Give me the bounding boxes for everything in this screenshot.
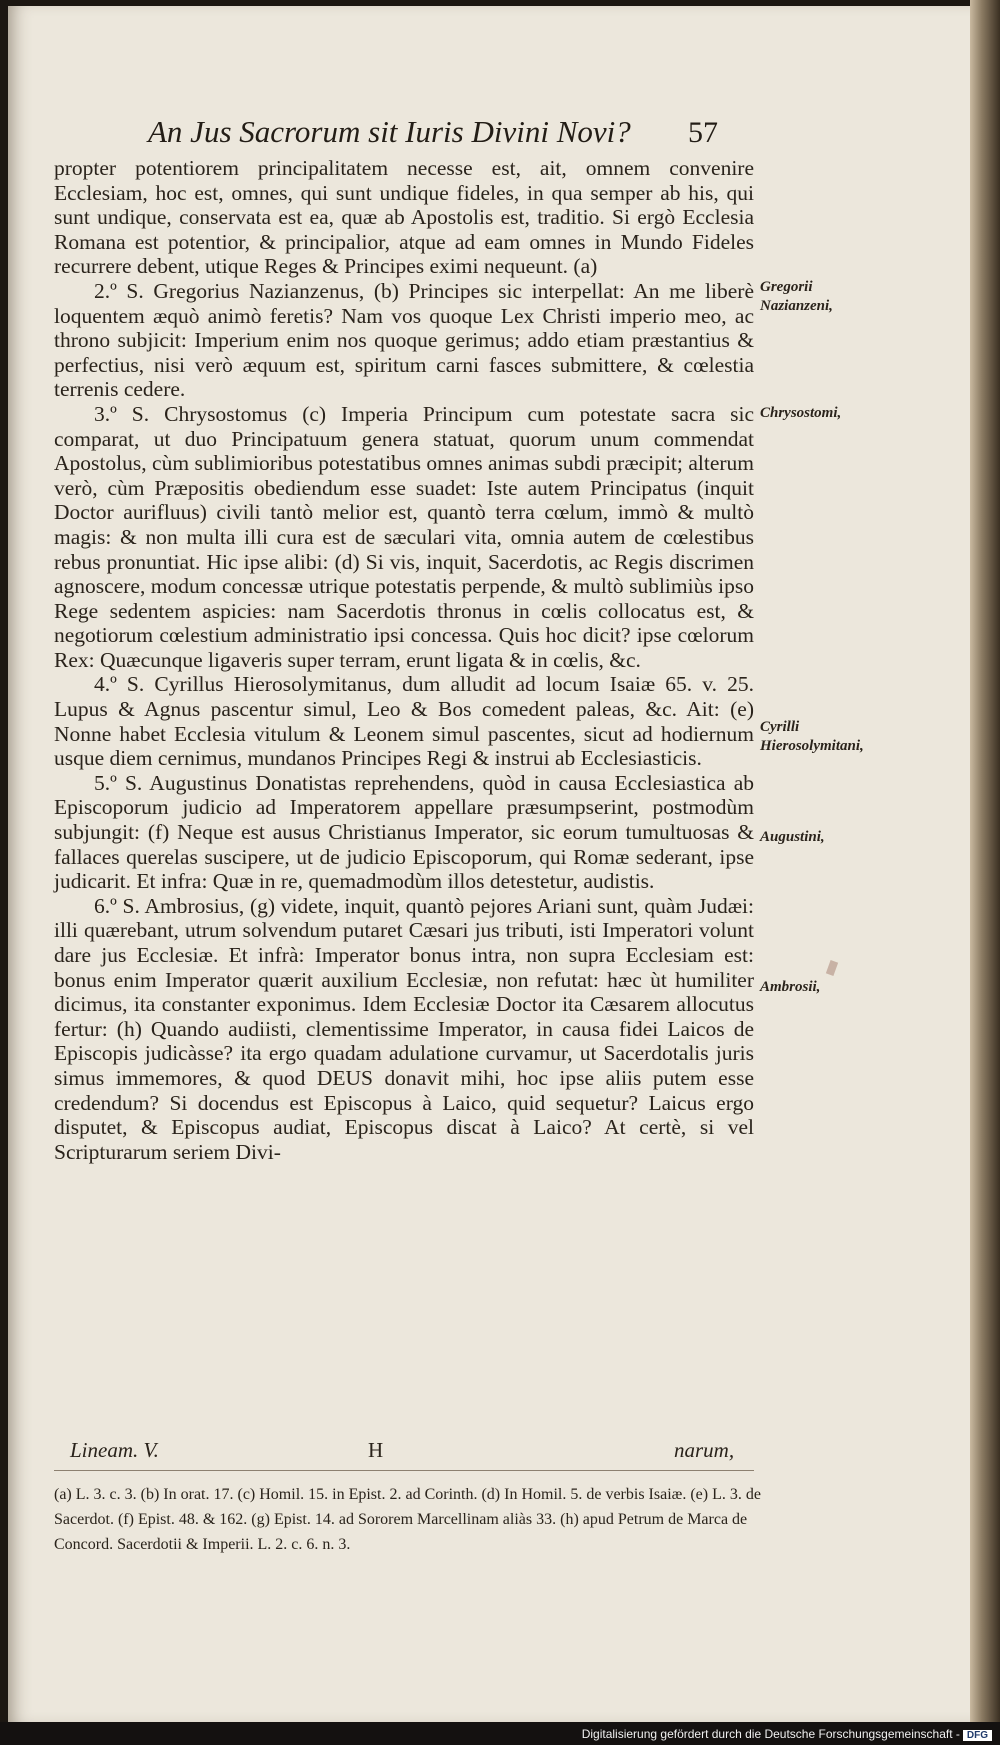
margin-note-cyrilli: Cyrilli Hierosolymitani, (760, 719, 864, 754)
book-edge (970, 0, 1000, 1745)
footer-bar (0, 1722, 1000, 1745)
paragraph-4: 4.º S. Cyrillus Hierosolymitanus, dum alludit ad locum Isaiæ 65. v. 25. Lupus & Agnus pascentur simul, Leo & Bos comedent paleas, &c. Ait: (e) Nonne habet Ecclesia vitulum & Leonem simul pascentes, sicut ad hodiernum usque diem cernimus, mundanos Principes Regi & instrui ab Ecclesiasticis. (54, 672, 754, 771)
paragraph-2: 2.º S. Gregorius Nazianzenus, (b) Principes sic interpellat: An me liberè loquentem æquò animò feretis? Nam vos quoque Lex Christi imperio meo, ac throno subjicit: Imperium enim nos quoque gerimus; addo etiam præstantius & perfectius, nisi verò æquum est, spiritum carni fasces submittere, & cœlestia terrenis cedere. (54, 278, 754, 402)
footnote-rule (54, 1470, 754, 1471)
digitization-text: Digitalisierung gefördert durch die Deutsche Forschungsgemeinschaft - (581, 1727, 960, 1741)
ink-mark (826, 960, 838, 976)
margin-note-chrysostomi: Chrysostomi, (760, 405, 842, 421)
paragraph-3: 3.º S. Chrysostomus (c) Imperia Principum cum potestate sacra sic comparat, ut duo Principatuum genera statuat, quorum unum commendat Apostolus, cùm sublimioribus potestatibus omnes animas subdi præcipit; alterum verò, cùm Præpositis obediendum esse suadet: Iste autem Principatus (inquit Doctor aurifluus) civili tantò melior est, quantò terra cœlum, immò & multò magis: & non multa illi cura est de sæculari vita, omnia autem de cœlestibus rebus pronuntiat. Hic ipse alibi: (d) Si vis, inquit, Sacerdotis, ac Regis discrimen agnoscere, modum concessæ utrique potestatis perpende, & multò sublimiùs ipso Rege sedentem aspicies: nam Sacerdotis thronus in cœlis collocatus est, & negotiorum cœlestium administratio ipsi concessa. Quis hoc dicit? ipse cœlorum Rex: Quæcunque ligaveris super terram, erunt ligata & in cœlis, &c. (54, 401, 754, 672)
margin-note-gregorii: Gregorii Nazianzeni, (760, 279, 833, 314)
page-number: 57 (688, 116, 718, 149)
footnotes: (a) L. 3. c. 3. (b) In orat. 17. (c) Homil. 15. in Epist. 2. ad Corinth. (d) In Homil. 5. de verbis Isaiæ. (e) L. 3. de Sacerdot. (f) Epist. 48. & 162. (g) Epist. 14. ad Sororem Marcellinam aliàs 33. (h) apud Petrum de Marca de Concord. Sacerdotii & Imperii. L. 2. c. 6. n. 3. (54, 1486, 761, 1553)
digitization-notice (582, 1727, 992, 1741)
book-page (8, 6, 970, 1722)
signature-mark: H (368, 1438, 384, 1462)
margin-note-ambrosii: Ambrosii, (760, 979, 821, 995)
paragraph-5: 5.º S. Augustinus Donatistas reprehendens, quòd in causa Ecclesiastica ab Episcoporum judicio ad Imperatorem appellare præsumpserint, postmodùm subjungit: (f) Neque est ausus Christianus Imperator, sic eorum tumultuosas & fallaces querelas suscipere, ut de judicio Episcoporum, qui Romæ sederant, ipse judicarit. Et infra: Quæ in re, quemadmodùm illos detestetur, audistis. (54, 770, 754, 894)
paragraph-6: 6.º S. Ambrosius, (g) videte, inquit, quantò pejores Ariani sunt, quàm Judæi: illi quærebant, utrum solvendum putaret Cæsari jus tributi, isti Imperatori volunt dare jus Ecclesiæ. Et infrà: Imperator bonus intra, non supra Ecclesiam est: bonus enim Imperator quærit auxilium Ecclesiæ, non refutat: hæc ùt humiliter dicimus, ita constanter exponimus. Idem Ecclesiæ Doctor ita Cæsarem allocutus fertur: (h) Quando audiisti, clementissime Imperator, in causa fidei Laicos de Episcopis judicàsse? ita ergo quadam adulatione curvamur, ut Sacerdotalis juris simus immemores, & quod DEUS donavit mihi, hoc ipse aliis putem esse credendum? Si docendus est Episcopus à Laico, quid sequetur? Laicus ergo disputet, & Episcopus audiat, Episcopus discat à Laico? At certè, si vel Scripturarum seriem Divi- (54, 893, 754, 1164)
dfg-logo: DFG (963, 1730, 992, 1741)
catchline-lineam: Lineam. V. (70, 1438, 159, 1462)
paragraph-1: propter potentiorem principalitatem necesse est, ait, omnem convenire Ecclesiam, hoc est, omnes, qui sunt undique fideles, in qua semper ab his, qui sunt undique, conservata est ea, quæ ab Apostolis est, traditio. Si ergò Ecclesia Romana est potentior, & principalior, atque ad eam omnes in Mundo Fideles recurrere debent, utique Reges & Principes eximi nequeunt. (a) (54, 156, 754, 279)
catchword: narum, (674, 1438, 735, 1462)
running-title: An Jus Sacrorum sit Iuris Divini Novi? (148, 114, 631, 149)
margin-note-augustini: Augustini, (760, 829, 825, 845)
main-text (54, 156, 754, 1164)
